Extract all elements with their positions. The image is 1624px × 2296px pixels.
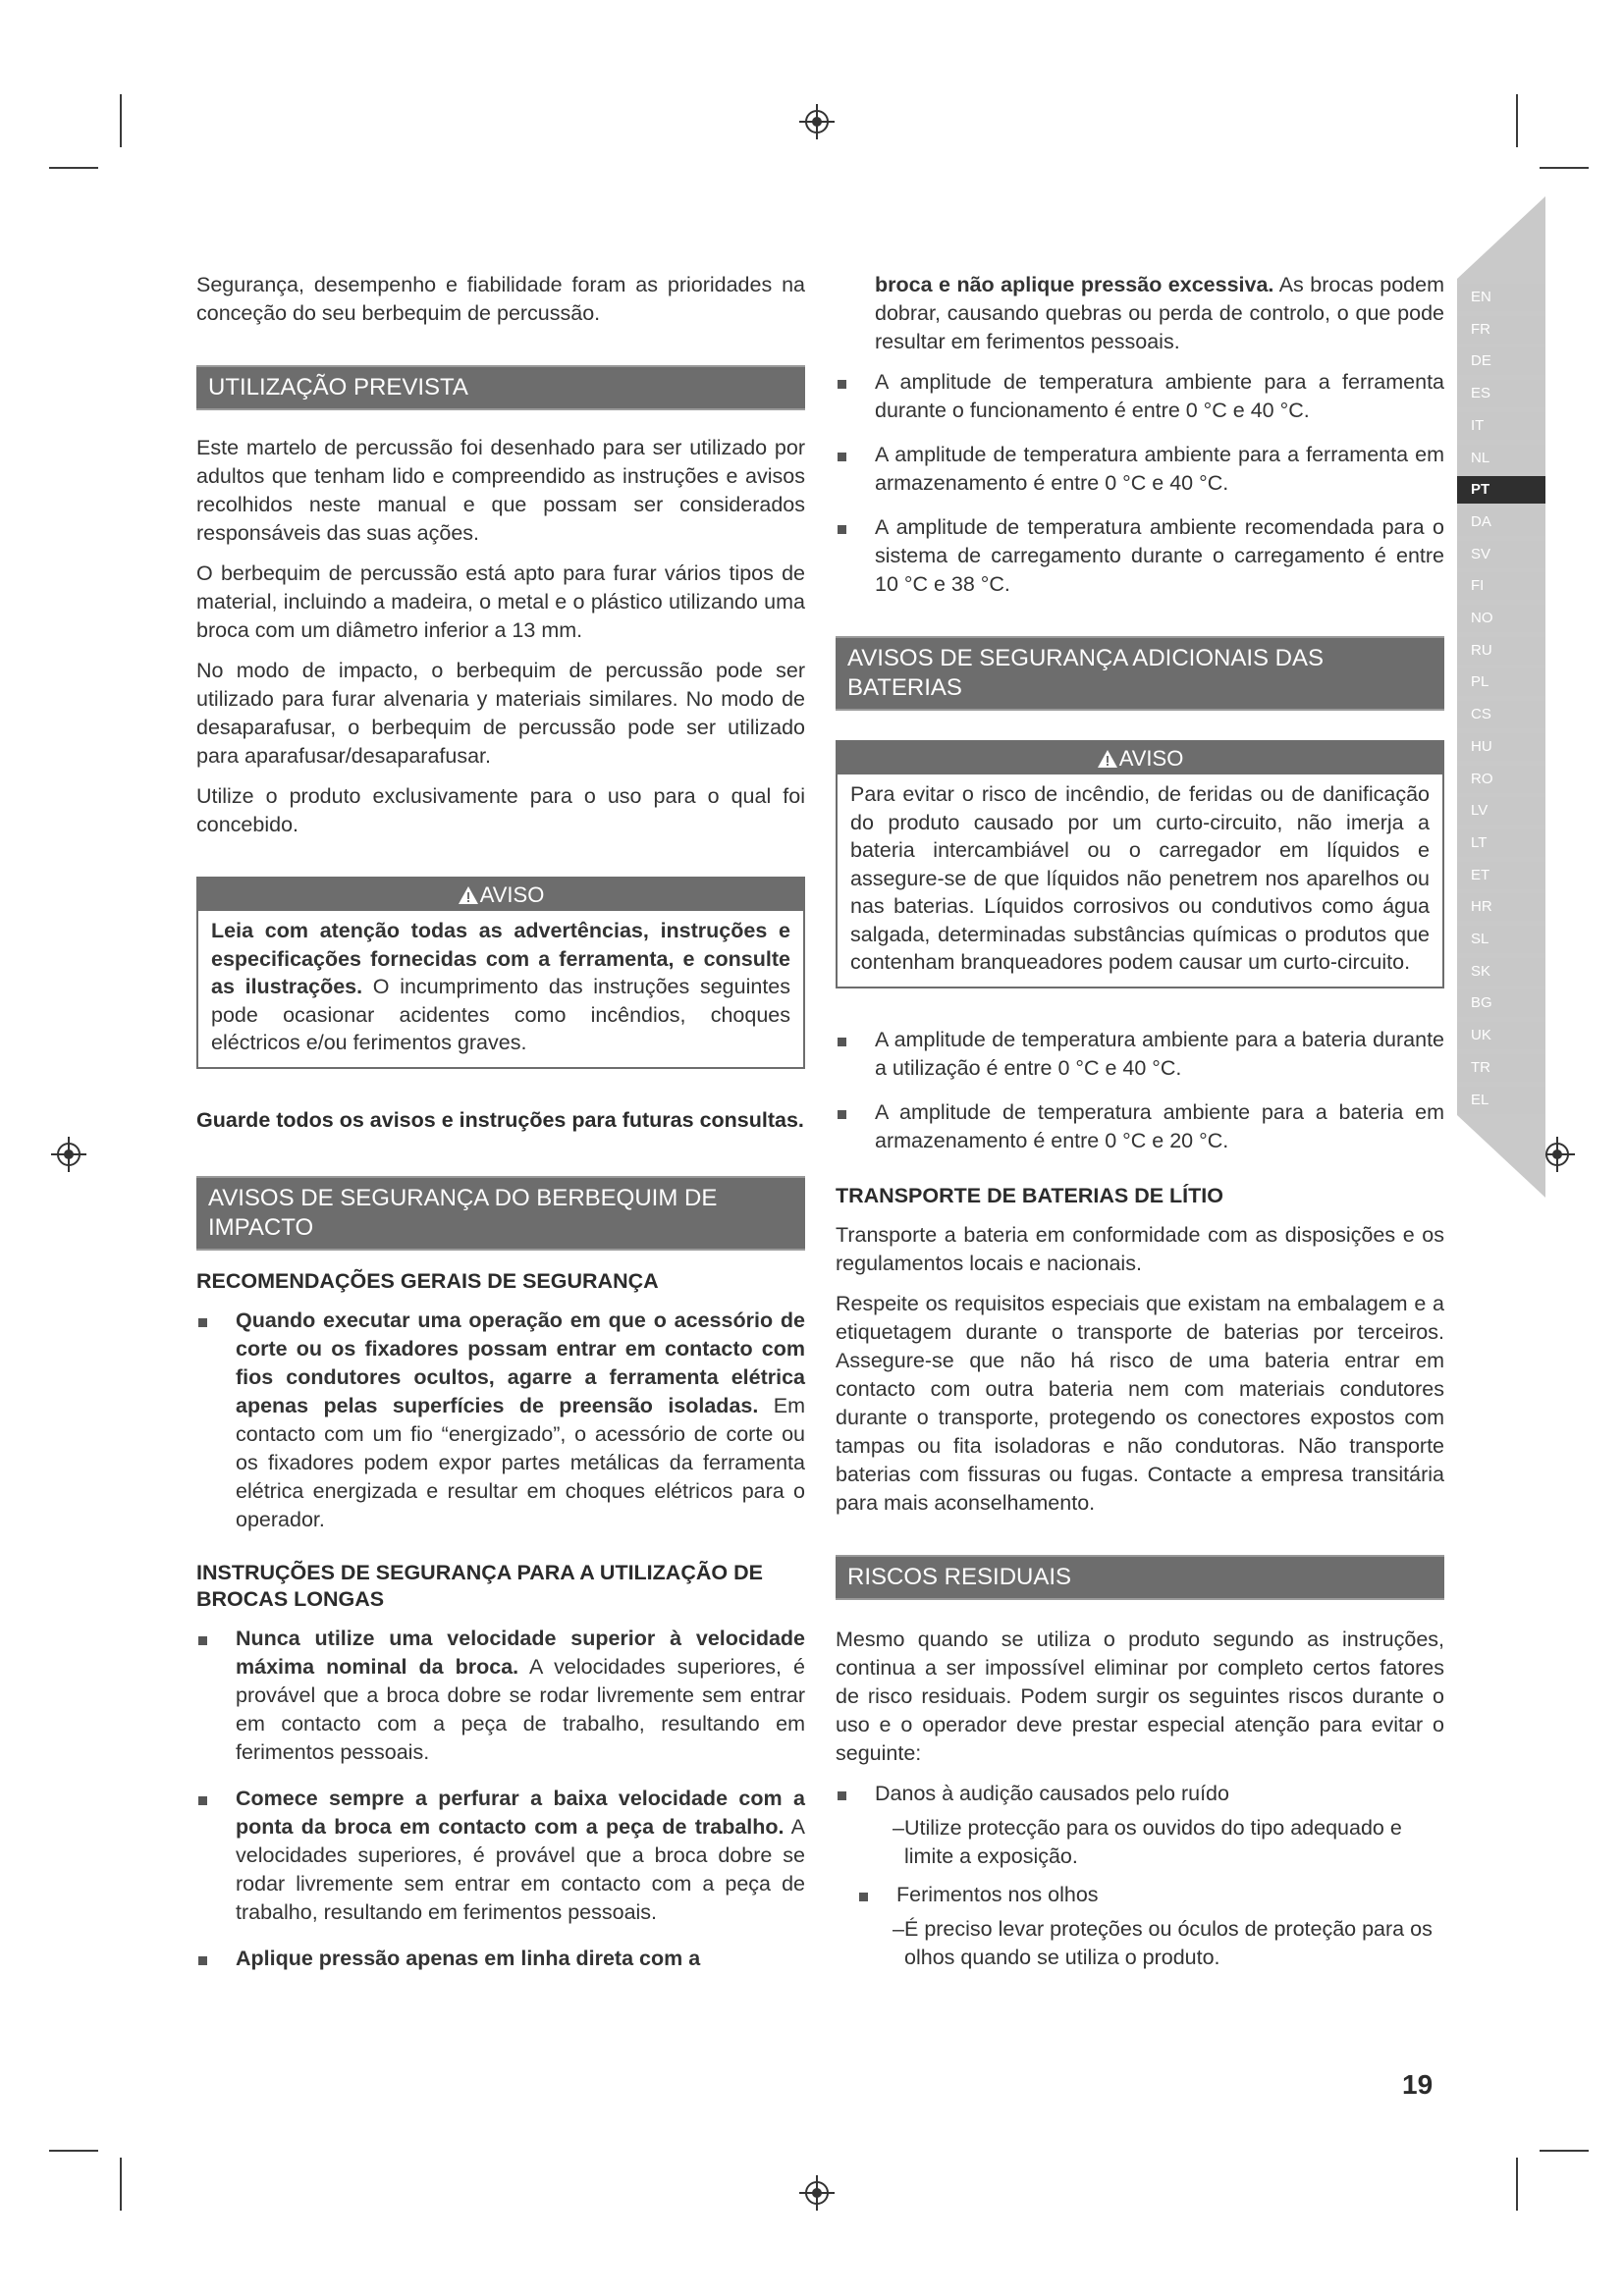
registration-mark-icon bbox=[797, 102, 837, 141]
language-tab-sl[interactable]: SL bbox=[1457, 926, 1545, 953]
language-tab-sv[interactable]: SV bbox=[1457, 541, 1545, 568]
section-heading-intended-use: UTILIZAÇÃO PREVISTA bbox=[196, 365, 805, 410]
list-item-bold: Aplique pressão apenas em linha direta com a bbox=[236, 1946, 701, 1970]
intended-use-paragraph: Utilize o produto exclusivamente para o uso para o qual foi concebido. bbox=[196, 784, 805, 836]
language-tab-lt[interactable]: LT bbox=[1457, 829, 1545, 857]
language-tab-hr[interactable]: HR bbox=[1457, 893, 1545, 921]
language-tab-nl[interactable]: NL bbox=[1457, 445, 1545, 472]
left-column bbox=[196, 271, 805, 1973]
list-item-bold: Quando executar uma operação em que o acessório de corte ou os fixadores possam entrar em contacto com fios condutores ocultos, agarre a ferramenta elétrica apenas pelas superfícies de preensão isoladas. bbox=[236, 1308, 805, 1417]
language-tab-el[interactable]: EL bbox=[1457, 1087, 1545, 1114]
list-item bbox=[196, 1785, 805, 1927]
language-tab-da[interactable]: DA bbox=[1457, 508, 1545, 536]
warning-box-title bbox=[838, 742, 1442, 774]
language-tab-de[interactable]: DE bbox=[1457, 347, 1545, 375]
temperature-list bbox=[836, 368, 1444, 599]
warning-box-title bbox=[198, 879, 803, 911]
crop-mark bbox=[1540, 2150, 1589, 2152]
crop-mark bbox=[49, 167, 98, 169]
language-tab-it[interactable]: IT bbox=[1457, 412, 1545, 440]
continued-text: As brocas podem dobrar, causando quebras ou perda de controlo, o que pode resultar em ferimentos pessoais. bbox=[875, 273, 1444, 353]
list-item-text: A velocidades superiores, é provável que a broca dobre se rodar livremente sem entrar em contacto com a peça de trabalho, resultando em ferimentos pessoais. bbox=[236, 1654, 805, 1764]
subheading-long-bits: INSTRUÇÕES DE SEGURANÇA PARA A UTILIZAÇÃO DE BROCAS LONGAS bbox=[196, 1560, 763, 1611]
section-heading-battery-safety: AVISOS DE SEGURANÇA ADICIONAIS DAS BATERIAS bbox=[836, 636, 1444, 711]
crop-mark bbox=[120, 94, 122, 147]
list-item: A amplitude de temperatura ambiente para a bateria durante a utilização é entre 0 °C e 40 °C. bbox=[836, 1026, 1444, 1083]
list-item-bold: Comece sempre a perfurar a baixa velocidade com a ponta da broca em contacto com a peça de trabalho. bbox=[236, 1786, 805, 1839]
subheading-general-safety: RECOMENDAÇÕES GERAIS DE SEGURANÇA bbox=[196, 1268, 659, 1293]
warning-triangle-icon bbox=[458, 885, 479, 905]
list-item bbox=[196, 1625, 805, 1767]
warning-box bbox=[836, 740, 1444, 988]
list-item bbox=[196, 1307, 805, 1534]
list-item-text: A velocidades superiores, é provável que a broca dobre se rodar livremente sem entrar em contacto com a peça de trabalho, resultando em ferimentos pessoais. bbox=[236, 1814, 805, 1924]
warning-bold-text: Leia com atenção todas as advertências, instruções e especificações fornecidas com a ferramenta, e consulte as ilustrações. bbox=[211, 919, 790, 998]
language-tab-ro[interactable]: RO bbox=[1457, 766, 1545, 793]
intended-use-paragraph: No modo de impacto, o berbequim de percussão pode ser utilizado para furar alvenaria y materiais similares. No modo de desaparafusar, o berbequim de percussão pode ser utilizado para aparafusar/desaparafusar. bbox=[196, 659, 805, 768]
dash-marker: – bbox=[893, 1916, 904, 1941]
language-tab-pl[interactable]: PL bbox=[1457, 668, 1545, 696]
language-tab-bg[interactable]: BG bbox=[1457, 989, 1545, 1017]
residual-risks-paragraph: Mesmo quando se utiliza o produto segundo as instruções, continua a ser impossível eliminar por completo certos fatores de risco residuais. Podem surgir os seguintes riscos durante o uso e o operador deve prestar especial atenção para evitar o seguinte: bbox=[836, 1627, 1444, 1765]
risk-sub-item bbox=[875, 1915, 1444, 1972]
list-item: Ferimentos nos olhos bbox=[857, 1881, 1444, 1909]
registration-mark-icon bbox=[797, 2173, 837, 2213]
continued-paragraph bbox=[836, 271, 1444, 356]
residual-risks-list bbox=[857, 1881, 1444, 1909]
language-tab-fi[interactable]: FI bbox=[1457, 572, 1545, 600]
intro-paragraph: Segurança, desempenho e fiabilidade foram as prioridades na conceção do seu berbequim de percussão. bbox=[196, 273, 805, 325]
page-number: 19 bbox=[1402, 2069, 1434, 2100]
battery-temperature-list bbox=[836, 1026, 1444, 1155]
list-item: Danos à audição causados pelo ruído bbox=[836, 1780, 1444, 1808]
language-tab-hu[interactable]: HU bbox=[1457, 733, 1545, 761]
warning-box bbox=[196, 877, 805, 1069]
list-item bbox=[196, 1945, 805, 1973]
language-tab-lv[interactable]: LV bbox=[1457, 797, 1545, 825]
warning-title-text: AVISO bbox=[479, 882, 545, 907]
language-tab-cs[interactable]: CS bbox=[1457, 701, 1545, 728]
list-item: A amplitude de temperatura ambiente para a ferramenta durante o funcionamento é entre 0 °C e 40 °C. bbox=[836, 368, 1444, 425]
residual-risks-list bbox=[836, 1780, 1444, 1808]
warning-box-body bbox=[198, 911, 803, 1067]
language-tab-no[interactable]: NO bbox=[1457, 605, 1545, 632]
general-safety-list bbox=[196, 1307, 805, 1534]
keep-instructions-notice: Guarde todos os avisos e instruções para futuras consultas. bbox=[196, 1107, 804, 1132]
language-tab-ru[interactable]: RU bbox=[1457, 637, 1545, 665]
crop-mark bbox=[1540, 167, 1589, 169]
language-tab-tr[interactable]: TR bbox=[1457, 1054, 1545, 1082]
list-item-bold: Nunca utilize uma velocidade superior à velocidade máxima nominal da broca. bbox=[236, 1626, 805, 1679]
list-item: A amplitude de temperatura ambiente para a ferramenta em armazenamento é entre 0 °C e 40 °C. bbox=[836, 441, 1444, 498]
long-bits-list bbox=[196, 1625, 805, 1973]
warning-triangle-icon bbox=[1097, 749, 1118, 769]
language-tab-et[interactable]: ET bbox=[1457, 862, 1545, 889]
warning-title-text: AVISO bbox=[1118, 746, 1184, 771]
risk-sub-item bbox=[875, 1814, 1444, 1871]
section-heading-residual-risks: RISCOS RESIDUAIS bbox=[836, 1555, 1444, 1600]
list-item: A amplitude de temperatura ambiente recomendada para o sistema de carregamento durante o carregamento é entre 10 °C e 38 °C. bbox=[836, 513, 1444, 599]
risk-sub-item-text: É preciso levar proteções ou óculos de proteção para os olhos quando se utiliza o produto. bbox=[904, 1916, 1433, 1969]
language-tab-pt[interactable]: PT bbox=[1457, 476, 1545, 504]
list-item: A amplitude de temperatura ambiente para a bateria em armazenamento é entre 0 °C e 20 °C. bbox=[836, 1098, 1444, 1155]
section-heading-impact-drill-safety: AVISOS DE SEGURANÇA DO BERBEQUIM DE IMPACTO bbox=[196, 1176, 805, 1251]
registration-mark-icon bbox=[49, 1135, 88, 1174]
language-tab-uk[interactable]: UK bbox=[1457, 1022, 1545, 1049]
risk-sub-item-text: Utilize protecção para os ouvidos do tipo adequado e limite a exposição. bbox=[904, 1815, 1402, 1868]
language-tab-es[interactable]: ES bbox=[1457, 380, 1545, 407]
crop-mark bbox=[1516, 94, 1518, 147]
transport-paragraph: Respeite os requisitos especiais que existam na embalagem e a etiquetagem durante o transporte de baterias por terceiros. Assegure-se que não há risco de uma bateria entrar em contacto com outra bateria nem com materiais condutores durante o transporte, protegendo os conectores expostos com tampas ou fita isoladoras e não condutoras. Não transporte baterias com fissuras ou fugas. Contacte a empresa transitária para mais aconselhamento. bbox=[836, 1291, 1444, 1515]
right-column bbox=[836, 271, 1444, 1972]
language-tab-fr[interactable]: FR bbox=[1457, 316, 1545, 344]
dash-marker: – bbox=[893, 1815, 904, 1840]
crop-mark bbox=[49, 2150, 98, 2152]
language-tab-sk[interactable]: SK bbox=[1457, 958, 1545, 986]
warning-text: O incumprimento das instruções seguintes pode ocasionar acidentes como incêndios, choques eléctricos e/ou ferimentos graves. bbox=[211, 975, 790, 1054]
language-tab-en[interactable]: EN bbox=[1457, 284, 1545, 311]
intended-use-paragraph: Este martelo de percussão foi desenhado para ser utilizado por adultos que tenham lido e compreendido as instruções e avisos recolhidos neste manual e que possam ser considerados responsáveis das suas ações. bbox=[196, 436, 805, 545]
transport-paragraph: Transporte a bateria em conformidade com as disposições e os regulamentos locais e nacionais. bbox=[836, 1222, 1444, 1275]
continued-bold: broca e não aplique pressão excessiva. bbox=[875, 273, 1274, 296]
list-item-text: Em contacto com um fio “energizado”, o acessório de corte ou os fixadores podem expor partes metálicas da ferramenta elétrica energizada e resultar em choques elétricos para o operador. bbox=[236, 1393, 805, 1531]
intended-use-paragraph: O berbequim de percussão está apto para furar vários tipos de material, incluindo a madeira, o metal e o plástico utilizando uma broca com um diâmetro inferior a 13 mm. bbox=[196, 561, 805, 642]
warning-box-body: Para evitar o risco de incêndio, de feridas ou de danificação do produto causado por um curto-circuito, não imerja a bateria intercambiável ou o carregador em líquidos e assegure-se de que líquidos não penetrem nos aparelhos ou nas baterias. Líquidos corrosivos ou condutivos como água salgada, determinadas substâncias químicas o produtos que contenham branqueadores podem causar um curto-circuito. bbox=[850, 782, 1430, 974]
crop-mark bbox=[120, 2158, 122, 2211]
crop-mark bbox=[1516, 2158, 1518, 2211]
subheading-lithium-transport: TRANSPORTE DE BATERIAS DE LÍTIO bbox=[836, 1183, 1223, 1207]
